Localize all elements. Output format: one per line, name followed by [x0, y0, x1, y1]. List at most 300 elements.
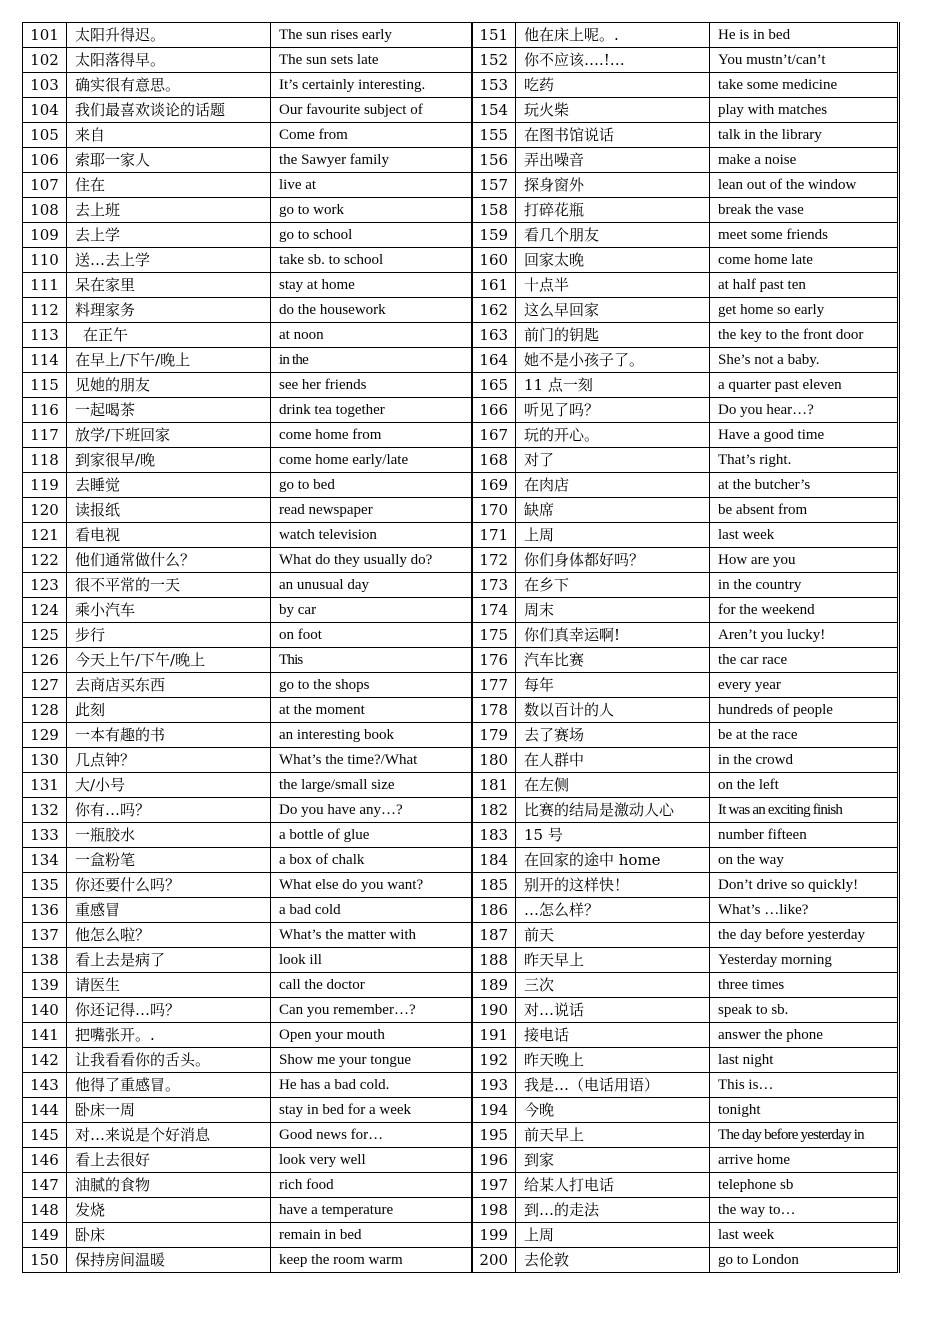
table-row: [23, 123, 899, 148]
entry-number: 194: [472, 1098, 516, 1123]
table-row: [23, 1148, 899, 1173]
english-phrase: rich food: [271, 1173, 472, 1198]
table-row: [23, 848, 899, 873]
table-row: [23, 48, 899, 73]
english-phrase: meet some friends: [710, 223, 899, 248]
chinese-phrase: 一瓶胶水: [67, 823, 271, 848]
entry-number: 143: [23, 1073, 67, 1098]
english-phrase: How are you: [710, 548, 899, 573]
entry-number: 103: [23, 73, 67, 98]
english-phrase: She’s not a baby.: [710, 348, 899, 373]
entry-number: 142: [23, 1048, 67, 1073]
entry-number: 141: [23, 1023, 67, 1048]
english-phrase: The day before yesterday in: [710, 1123, 899, 1148]
entry-number: 132: [23, 798, 67, 823]
english-phrase: at noon: [271, 323, 472, 348]
entry-number: 155: [472, 123, 516, 148]
chinese-phrase: 十点半: [516, 273, 710, 298]
chinese-phrase: 别开的这样快！: [516, 873, 710, 898]
chinese-phrase: 油腻的食物: [67, 1173, 271, 1198]
entry-number: 164: [472, 348, 516, 373]
entry-number: 200: [472, 1248, 516, 1273]
table-row: [23, 548, 899, 573]
english-phrase: go to school: [271, 223, 472, 248]
entry-number: 137: [23, 923, 67, 948]
chinese-phrase: 呆在家里: [67, 273, 271, 298]
entry-number: 156: [472, 148, 516, 173]
chinese-phrase: 料理家务: [67, 298, 271, 323]
entry-number: 129: [23, 723, 67, 748]
english-phrase: This: [271, 648, 472, 673]
english-phrase: on the left: [710, 773, 899, 798]
chinese-phrase: 三次: [516, 973, 710, 998]
english-phrase: He is in bed: [710, 23, 899, 48]
chinese-phrase: 他得了重感冒。: [67, 1073, 271, 1098]
english-phrase: for the weekend: [710, 598, 899, 623]
chinese-phrase: 今晚: [516, 1098, 710, 1123]
entry-number: 181: [472, 773, 516, 798]
english-phrase: an unusual day: [271, 573, 472, 598]
chinese-phrase: 去商店买东西: [67, 673, 271, 698]
entry-number: 193: [472, 1073, 516, 1098]
english-phrase: every year: [710, 673, 899, 698]
english-phrase: Come from: [271, 123, 472, 148]
english-phrase: answer the phone: [710, 1023, 899, 1048]
english-phrase: What’s the time?/What: [271, 748, 472, 773]
english-phrase: the way to…: [710, 1198, 899, 1223]
chinese-phrase: 到家: [516, 1148, 710, 1173]
entry-number: 131: [23, 773, 67, 798]
table-row: [23, 498, 899, 523]
entry-number: 162: [472, 298, 516, 323]
entry-number: 128: [23, 698, 67, 723]
english-phrase: look very well: [271, 1148, 472, 1173]
english-phrase: an interesting book: [271, 723, 472, 748]
entry-number: 106: [23, 148, 67, 173]
entry-number: 168: [472, 448, 516, 473]
entry-number: 195: [472, 1123, 516, 1148]
entry-number: 108: [23, 198, 67, 223]
english-phrase: call the doctor: [271, 973, 472, 998]
table-row: [23, 648, 899, 673]
chinese-phrase: 去伦敦: [516, 1248, 710, 1273]
entry-number: 154: [472, 98, 516, 123]
table-row: [23, 523, 899, 548]
table-row: [23, 1173, 899, 1198]
table-row: [23, 398, 899, 423]
entry-number: 169: [472, 473, 516, 498]
chinese-phrase: 看上去是病了: [67, 948, 271, 973]
chinese-phrase: 他在床上呢。.: [516, 23, 710, 48]
english-phrase: number fifteen: [710, 823, 899, 848]
english-phrase: What do they usually do?: [271, 548, 472, 573]
chinese-phrase: 大/小号: [67, 773, 271, 798]
english-phrase: last week: [710, 523, 899, 548]
table-row: [23, 223, 899, 248]
entry-number: 188: [472, 948, 516, 973]
entry-number: 185: [472, 873, 516, 898]
chinese-phrase: 见她的朋友: [67, 373, 271, 398]
entry-number: 146: [23, 1148, 67, 1173]
english-phrase: remain in bed: [271, 1223, 472, 1248]
chinese-phrase: 你不应该….!…: [516, 48, 710, 73]
english-phrase: in the country: [710, 573, 899, 598]
english-phrase: the day before yesterday: [710, 923, 899, 948]
chinese-phrase: 卧床一周: [67, 1098, 271, 1123]
english-phrase: It’s certainly interesting.: [271, 73, 472, 98]
english-phrase: in the: [271, 348, 472, 373]
chinese-phrase: 步行: [67, 623, 271, 648]
chinese-phrase: …怎么样？: [516, 898, 710, 923]
chinese-phrase: 来自: [67, 123, 271, 148]
entry-number: 173: [472, 573, 516, 598]
english-phrase: get home so early: [710, 298, 899, 323]
table-row: [23, 448, 899, 473]
entry-number: 158: [472, 198, 516, 223]
chinese-phrase: 给某人打电话: [516, 1173, 710, 1198]
english-phrase: keep the room warm: [271, 1248, 472, 1273]
entry-number: 110: [23, 248, 67, 273]
chinese-phrase: 一盒粉笔: [67, 848, 271, 873]
chinese-phrase: 对了: [516, 448, 710, 473]
entry-number: 187: [472, 923, 516, 948]
english-phrase: a bottle of glue: [271, 823, 472, 848]
entry-number: 177: [472, 673, 516, 698]
english-phrase: talk in the library: [710, 123, 899, 148]
chinese-phrase: 接电话: [516, 1023, 710, 1048]
table-row: [23, 698, 899, 723]
english-phrase: last week: [710, 1223, 899, 1248]
english-phrase: three times: [710, 973, 899, 998]
chinese-phrase: 在早上/下午/晚上: [67, 348, 271, 373]
english-phrase: come home from: [271, 423, 472, 448]
english-phrase: go to London: [710, 1248, 899, 1273]
table-row: [23, 798, 899, 823]
entry-number: 199: [472, 1223, 516, 1248]
table-row: [23, 748, 899, 773]
chinese-phrase: 在人群中: [516, 748, 710, 773]
chinese-phrase: 乘小汽车: [67, 598, 271, 623]
entry-number: 165: [472, 373, 516, 398]
entry-number: 144: [23, 1098, 67, 1123]
entry-number: 118: [23, 448, 67, 473]
english-phrase: a box of chalk: [271, 848, 472, 873]
english-phrase: read newspaper: [271, 498, 472, 523]
entry-number: 160: [472, 248, 516, 273]
entry-number: 138: [23, 948, 67, 973]
chinese-phrase: 她不是小孩子了。: [516, 348, 710, 373]
table-row: [23, 373, 899, 398]
table-row: [23, 1198, 899, 1223]
entry-number: 190: [472, 998, 516, 1023]
entry-number: 149: [23, 1223, 67, 1248]
table-row: [23, 298, 899, 323]
chinese-phrase: 打碎花瓶: [516, 198, 710, 223]
english-phrase: at half past ten: [710, 273, 899, 298]
entry-number: 171: [472, 523, 516, 548]
entry-number: 182: [472, 798, 516, 823]
table-row: [23, 773, 899, 798]
entry-number: 157: [472, 173, 516, 198]
english-phrase: That’s right.: [710, 448, 899, 473]
chinese-phrase: 一本有趣的书: [67, 723, 271, 748]
english-phrase: speak to sb.: [710, 998, 899, 1023]
entry-number: 170: [472, 498, 516, 523]
entry-number: 178: [472, 698, 516, 723]
table-row: [23, 623, 899, 648]
entry-number: 107: [23, 173, 67, 198]
chinese-phrase: 在左侧: [516, 773, 710, 798]
entry-number: 114: [23, 348, 67, 373]
table-row: [23, 273, 899, 298]
chinese-phrase: 送…去上学: [67, 248, 271, 273]
english-phrase: Can you remember…?: [271, 998, 472, 1023]
entry-number: 123: [23, 573, 67, 598]
chinese-phrase: 你还要什么吗？: [67, 873, 271, 898]
vocabulary-table-body: [23, 23, 899, 1273]
chinese-phrase: 前天早上: [516, 1123, 710, 1148]
entry-number: 198: [472, 1198, 516, 1223]
chinese-phrase: 在正午: [67, 323, 271, 348]
chinese-phrase: 缺席: [516, 498, 710, 523]
english-phrase: Do you hear…?: [710, 398, 899, 423]
entry-number: 189: [472, 973, 516, 998]
english-phrase: on foot: [271, 623, 472, 648]
entry-number: 117: [23, 423, 67, 448]
chinese-phrase: 在图书馆说话: [516, 123, 710, 148]
entry-number: 176: [472, 648, 516, 673]
chinese-phrase: 到…的走法: [516, 1198, 710, 1223]
chinese-phrase: 你还记得…吗？: [67, 998, 271, 1023]
english-phrase: be absent from: [710, 498, 899, 523]
chinese-phrase: 放学/下班回家: [67, 423, 271, 448]
english-phrase: take sb. to school: [271, 248, 472, 273]
english-phrase: Have a good time: [710, 423, 899, 448]
chinese-phrase: 前天: [516, 923, 710, 948]
table-row: [23, 873, 899, 898]
table-row: [23, 1223, 899, 1248]
table-row: [23, 248, 899, 273]
english-phrase: What’s …like?: [710, 898, 899, 923]
entry-number: 184: [472, 848, 516, 873]
table-row: [23, 948, 899, 973]
english-phrase: Our favourite subject of: [271, 98, 472, 123]
chinese-phrase: 看几个朋友: [516, 223, 710, 248]
chinese-phrase: 每年: [516, 673, 710, 698]
table-row: [23, 923, 899, 948]
english-phrase: take some medicine: [710, 73, 899, 98]
table-row: [23, 1123, 899, 1148]
entry-number: 130: [23, 748, 67, 773]
entry-number: 116: [23, 398, 67, 423]
entry-number: 175: [472, 623, 516, 648]
english-phrase: The sun rises early: [271, 23, 472, 48]
entry-number: 136: [23, 898, 67, 923]
english-phrase: Open your mouth: [271, 1023, 472, 1048]
english-phrase: a quarter past eleven: [710, 373, 899, 398]
chinese-phrase: 你们真幸运啊!: [516, 623, 710, 648]
english-phrase: live at: [271, 173, 472, 198]
table-row: [23, 823, 899, 848]
english-phrase: stay in bed for a week: [271, 1098, 472, 1123]
entry-number: 172: [472, 548, 516, 573]
english-phrase: look ill: [271, 948, 472, 973]
chinese-phrase: 把嘴张开。.: [67, 1023, 271, 1048]
table-row: [23, 1048, 899, 1073]
entry-number: 153: [472, 73, 516, 98]
chinese-phrase: 玩火柴: [516, 98, 710, 123]
english-phrase: The sun sets late: [271, 48, 472, 73]
chinese-phrase: 看上去很好: [67, 1148, 271, 1173]
entry-number: 161: [472, 273, 516, 298]
table-row: [23, 98, 899, 123]
table-row: [23, 673, 899, 698]
entry-number: 180: [472, 748, 516, 773]
table-row: [23, 73, 899, 98]
table-row: [23, 1248, 899, 1273]
chinese-phrase: 你们身体都好吗？: [516, 548, 710, 573]
english-phrase: break the vase: [710, 198, 899, 223]
english-phrase: stay at home: [271, 273, 472, 298]
chinese-phrase: 发烧: [67, 1198, 271, 1223]
table-row: [23, 23, 899, 48]
english-phrase: go to bed: [271, 473, 472, 498]
chinese-phrase: 11 点一刻: [516, 373, 710, 398]
entry-number: 121: [23, 523, 67, 548]
table-row: [23, 723, 899, 748]
english-phrase: see her friends: [271, 373, 472, 398]
entry-number: 135: [23, 873, 67, 898]
english-phrase: Good news for…: [271, 1123, 472, 1148]
chinese-phrase: 弄出噪音: [516, 148, 710, 173]
chinese-phrase: 确实很有意思。: [67, 73, 271, 98]
chinese-phrase: 我是…（电话用语）: [516, 1073, 710, 1098]
chinese-phrase: 对…说话: [516, 998, 710, 1023]
entry-number: 126: [23, 648, 67, 673]
chinese-phrase: 看电视: [67, 523, 271, 548]
entry-number: 179: [472, 723, 516, 748]
english-phrase: Aren’t you lucky!: [710, 623, 899, 648]
english-phrase: at the moment: [271, 698, 472, 723]
table-row: [23, 973, 899, 998]
entry-number: 122: [23, 548, 67, 573]
chinese-phrase: 对…来说是个好消息: [67, 1123, 271, 1148]
chinese-phrase: 我们最喜欢谈论的话题: [67, 98, 271, 123]
chinese-phrase: 保持房间温暖: [67, 1248, 271, 1273]
english-phrase: the key to the front door: [710, 323, 899, 348]
entry-number: 191: [472, 1023, 516, 1048]
entry-number: 112: [23, 298, 67, 323]
chinese-phrase: 在肉店: [516, 473, 710, 498]
entry-number: 174: [472, 598, 516, 623]
chinese-phrase: 索耶一家人: [67, 148, 271, 173]
entry-number: 196: [472, 1148, 516, 1173]
english-phrase: come home early/late: [271, 448, 472, 473]
english-phrase: drink tea together: [271, 398, 472, 423]
english-phrase: go to work: [271, 198, 472, 223]
entry-number: 148: [23, 1198, 67, 1223]
entry-number: 124: [23, 598, 67, 623]
english-phrase: telephone sb: [710, 1173, 899, 1198]
entry-number: 152: [472, 48, 516, 73]
english-phrase: play with matches: [710, 98, 899, 123]
chinese-phrase: 上周: [516, 523, 710, 548]
chinese-phrase: 住在: [67, 173, 271, 198]
entry-number: 147: [23, 1173, 67, 1198]
chinese-phrase: 汽车比赛: [516, 648, 710, 673]
chinese-phrase: 去上班: [67, 198, 271, 223]
chinese-phrase: 回家太晚: [516, 248, 710, 273]
entry-number: 109: [23, 223, 67, 248]
entry-number: 145: [23, 1123, 67, 1148]
entry-number: 120: [23, 498, 67, 523]
chinese-phrase: 在乡下: [516, 573, 710, 598]
entry-number: 183: [472, 823, 516, 848]
chinese-phrase: 你有…吗？: [67, 798, 271, 823]
entry-number: 134: [23, 848, 67, 873]
entry-number: 197: [472, 1173, 516, 1198]
chinese-phrase: 去睡觉: [67, 473, 271, 498]
chinese-phrase: 几点钟？: [67, 748, 271, 773]
english-phrase: last night: [710, 1048, 899, 1073]
english-phrase: at the butcher’s: [710, 473, 899, 498]
table-row: [23, 323, 899, 348]
english-phrase: make a noise: [710, 148, 899, 173]
english-phrase: have a temperature: [271, 1198, 472, 1223]
english-phrase: the large/small size: [271, 773, 472, 798]
table-row: [23, 998, 899, 1023]
english-phrase: by car: [271, 598, 472, 623]
entry-number: 133: [23, 823, 67, 848]
chinese-phrase: 他们通常做什么？: [67, 548, 271, 573]
entry-number: 163: [472, 323, 516, 348]
english-phrase: hundreds of people: [710, 698, 899, 723]
chinese-phrase: 今天上午/下午/晚上: [67, 648, 271, 673]
english-phrase: Don’t drive so quickly!: [710, 873, 899, 898]
english-phrase: Do you have any…?: [271, 798, 472, 823]
entry-number: 105: [23, 123, 67, 148]
entry-number: 127: [23, 673, 67, 698]
chinese-phrase: 太阳落得早。: [67, 48, 271, 73]
table-row: [23, 348, 899, 373]
chinese-phrase: 昨天晚上: [516, 1048, 710, 1073]
english-phrase: What else do you want?: [271, 873, 472, 898]
chinese-phrase: 听见了吗？: [516, 398, 710, 423]
entry-number: 102: [23, 48, 67, 73]
chinese-phrase: 这么早回家: [516, 298, 710, 323]
entry-number: 115: [23, 373, 67, 398]
chinese-phrase: 比赛的结局是激动人心: [516, 798, 710, 823]
chinese-phrase: 数以百计的人: [516, 698, 710, 723]
chinese-phrase: 昨天早上: [516, 948, 710, 973]
chinese-phrase: 去了赛场: [516, 723, 710, 748]
chinese-phrase: 上周: [516, 1223, 710, 1248]
chinese-phrase: 此刻: [67, 698, 271, 723]
english-phrase: watch television: [271, 523, 472, 548]
chinese-phrase: 一起喝茶: [67, 398, 271, 423]
entry-number: 139: [23, 973, 67, 998]
chinese-phrase: 去上学: [67, 223, 271, 248]
entry-number: 151: [472, 23, 516, 48]
table-row: [23, 598, 899, 623]
table-row: [23, 473, 899, 498]
table-row: [23, 1098, 899, 1123]
english-phrase: tonight: [710, 1098, 899, 1123]
english-phrase: be at the race: [710, 723, 899, 748]
chinese-phrase: 让我看看你的舌头。: [67, 1048, 271, 1073]
english-phrase: come home late: [710, 248, 899, 273]
table-row: [23, 198, 899, 223]
